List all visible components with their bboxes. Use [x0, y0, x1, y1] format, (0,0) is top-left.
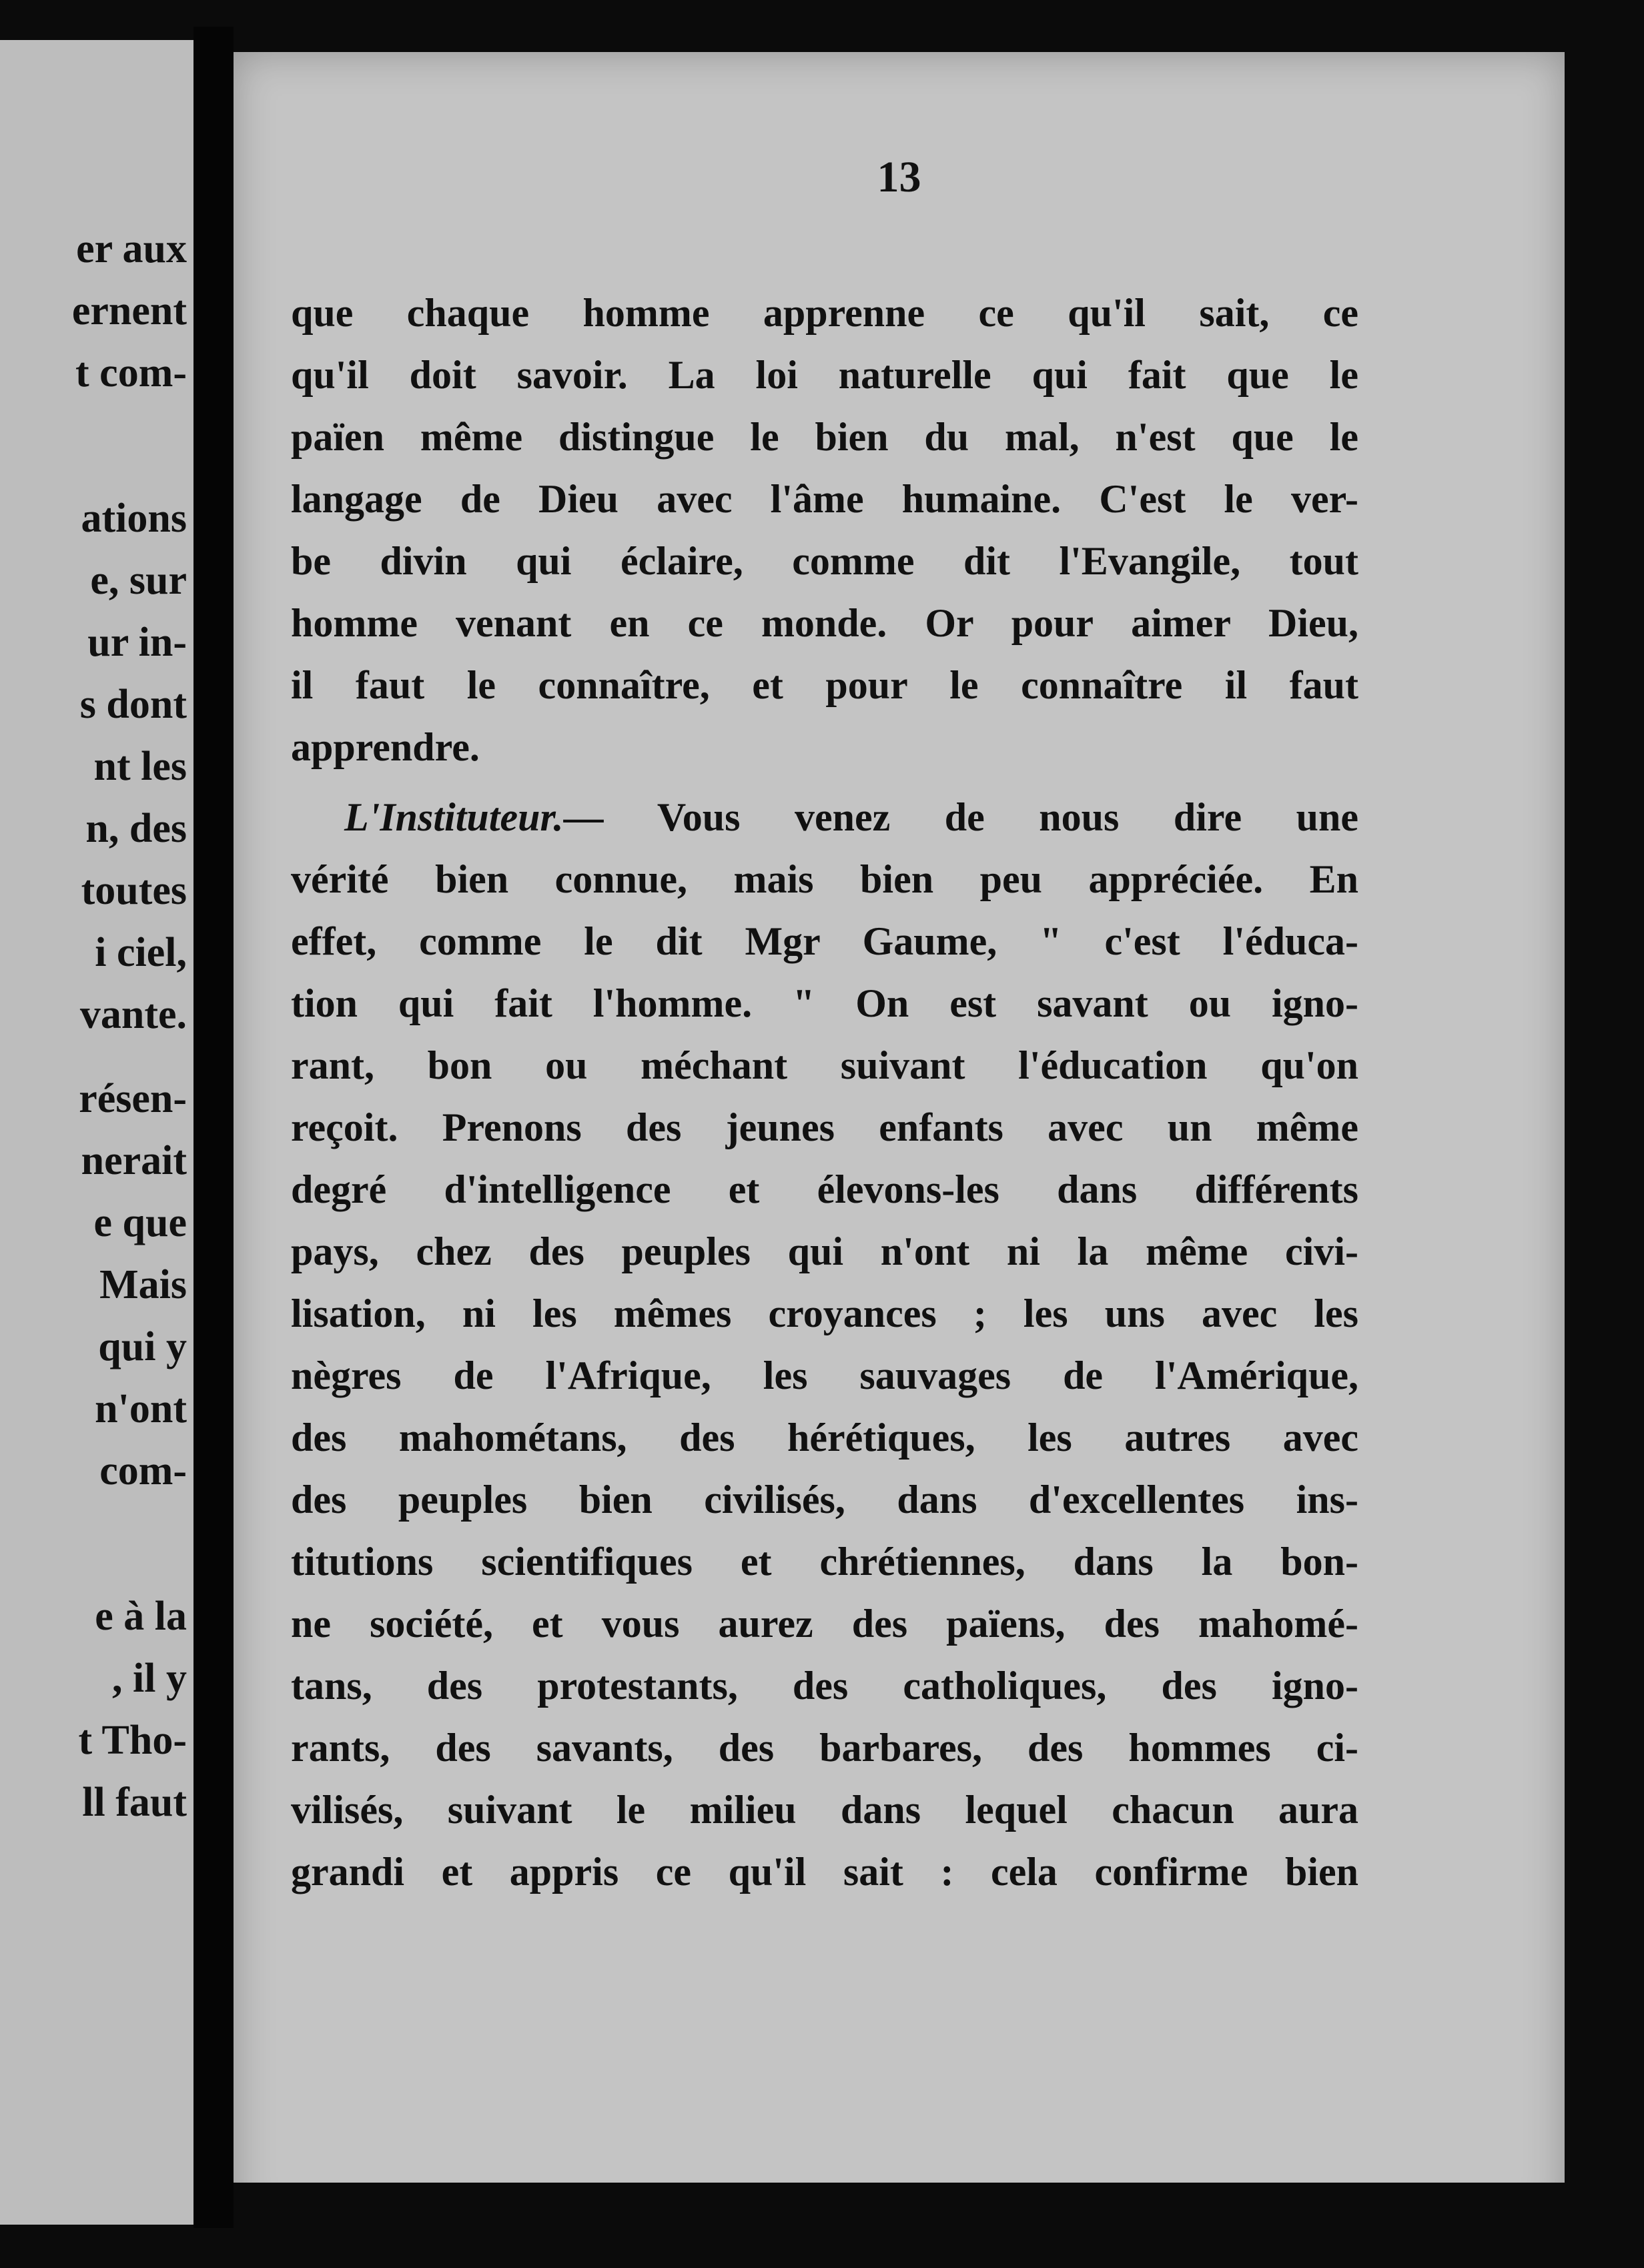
paragraph-line: ne société, et vous aurez des païens, des mahomé- [291, 1602, 1358, 1646]
facing-page-line: e, sur [90, 558, 187, 603]
facing-page-line: ernent [71, 288, 187, 334]
facing-page-line: e que [93, 1200, 187, 1245]
facing-page-line: Mais [99, 1262, 187, 1307]
facing-page-line: ll faut [82, 1780, 187, 1825]
facing-page-line: ations [81, 496, 187, 541]
page-text [291, 282, 1358, 1903]
book-gutter [193, 27, 234, 2228]
facing-page-line: com- [99, 1448, 187, 1494]
paragraph-line: des peuples bien civilisés, dans d'excellentes ins- [291, 1478, 1358, 1522]
paragraph-line: rant, bon ou méchant suivant l'éducation qu'on [291, 1043, 1358, 1087]
paragraph-1 [291, 282, 1358, 778]
speaker-label: L'Instituteur. [344, 795, 564, 839]
paragraph-line: pays, chez des peuples qui n'ont ni la même civi- [291, 1229, 1358, 1273]
paragraph-line: apprendre. [291, 725, 480, 769]
facing-page-line: nt les [93, 744, 187, 789]
facing-page-line: er aux [76, 226, 187, 271]
facing-page-line: toutes [81, 868, 187, 913]
paragraph-line: be divin qui éclaire, comme dit l'Evangile, tout [291, 539, 1358, 583]
paragraph-line: lisation, ni les mêmes croyances ; les uns avec les [291, 1291, 1358, 1335]
facing-page-line: n, des [85, 806, 187, 851]
paragraph-line: nègres de l'Afrique, les sauvages de l'Amérique, [291, 1353, 1358, 1397]
facing-page-line: i ciel, [95, 930, 187, 975]
facing-page-line: vante. [79, 992, 187, 1037]
facing-page-line: t com- [75, 350, 187, 396]
paragraph-line: rants, des savants, des barbares, des hommes ci- [291, 1726, 1358, 1770]
facing-page-line: ur in- [87, 620, 187, 665]
facing-page-fragment [0, 40, 193, 2225]
paragraph-line: effet, comme le dit Mgr Gaume, " c'est l'éduca- [291, 919, 1358, 963]
page-number: 13 [877, 153, 921, 201]
paragraph-2 [291, 786, 1358, 1903]
facing-page-line: qui y [98, 1324, 187, 1369]
paragraph-line: vilisés, suivant le milieu dans lequel chacun aura [291, 1788, 1358, 1832]
paragraph-line: que chaque homme apprenne ce qu'il sait, ce [291, 291, 1358, 335]
paragraph-line: degré d'intelligence et élevons-les dans différents [291, 1167, 1358, 1211]
facing-page-line: , il y [112, 1656, 187, 1701]
paragraph-line: vérité bien connue, mais bien peu appréciée. En [291, 857, 1358, 901]
paragraph-line: tion qui fait l'homme. " On est savant ou igno- [291, 981, 1358, 1025]
book-page [234, 52, 1565, 2225]
facing-page-line: n'ont [95, 1386, 187, 1432]
paragraph-line: païen même distingue le bien du mal, n'est que le [291, 415, 1358, 459]
paragraph-line: des mahométans, des hérétiques, les autres avec [291, 1415, 1358, 1460]
paragraph-line: langage de Dieu avec l'âme humaine. C'est le ver- [291, 477, 1358, 521]
facing-page-line: nerait [81, 1138, 187, 1183]
paragraph-line: reçoit. Prenons des jeunes enfants avec un même [291, 1105, 1358, 1149]
facing-page-line: t Tho- [78, 1718, 187, 1763]
facing-page-line: s dont [79, 682, 187, 727]
paragraph-line: qu'il doit savoir. La loi naturelle qui fait que le [291, 353, 1358, 397]
facing-page-line: résen- [79, 1076, 187, 1121]
paragraph-line: tans, des protestants, des catholiques, des igno- [291, 1664, 1358, 1708]
paragraph-line [291, 786, 1358, 848]
paragraph-line: grandi et appris ce qu'il sait : cela confirme bien [291, 1850, 1358, 1894]
facing-page-line: e à la [95, 1594, 187, 1639]
paragraph-line: homme venant en ce monde. Or pour aimer Dieu, [291, 601, 1358, 645]
paragraph-line: titutions scientifiques et chrétiennes, dans la bon- [291, 1540, 1358, 1584]
paragraph-line: il faut le connaître, et pour le connaître il faut [291, 663, 1358, 707]
dialogue-opening: — Vous venez de nous dire une [563, 795, 1358, 839]
